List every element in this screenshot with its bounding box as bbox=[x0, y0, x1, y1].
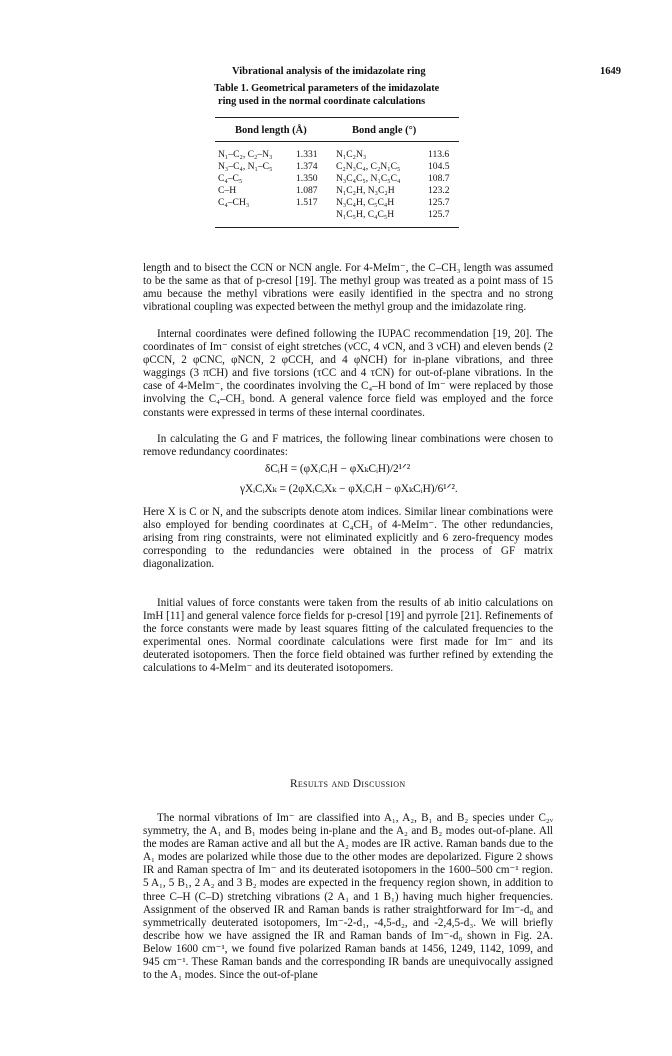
table-cell-angle: N₁C₅H, C₄C₅H bbox=[336, 209, 395, 220]
table-cell-angle: N₁C₂H, N₃C₂H bbox=[336, 185, 395, 196]
paragraph-redundancies bbox=[143, 506, 553, 571]
paragraph-force-constants bbox=[143, 597, 553, 676]
paragraph-text: Internal coordinates were defined following the IUPAC recommendation [19, 20]. The coordinates of Im⁻ consist of eight stretches (νCC, 4 νCN, and 3 νCH) and eleven bends (2 φCCN, 2 φCNC, φNCN, 2 φCCH, and 4 φNCH) for in-plane vibrations, and three waggings (3 πCH) and five torsions (τCC and 4 τCN) for out-of-plane vibrations. In the case of 4-MeIm⁻, the coordinates involving the C₄–H bond of Im⁻ were replaced by those involving the C₄–CH₃ bond. A general valence force field was employed and the force constants were expressed in terms of these internal coordinates. bbox=[143, 328, 553, 419]
column-header-bond-angle: Bond angle (°) bbox=[352, 125, 417, 136]
table-top-rule bbox=[215, 117, 459, 118]
table-cell-angle-value: 125.7 bbox=[428, 197, 450, 208]
paragraph-redundancy-intro bbox=[143, 433, 553, 459]
section-heading: Results and Discussion bbox=[290, 778, 406, 790]
table-cell-angle: C₂N₃C₄, C₂N₁C₅ bbox=[336, 161, 401, 172]
column-header-bond-length: Bond length (Å) bbox=[235, 125, 307, 136]
table-bottom-rule bbox=[215, 227, 459, 228]
paragraph-text: In calculating the G and F matrices, the following linear combinations were chosen to remove redundancy coordinates: bbox=[143, 433, 553, 459]
table-caption bbox=[214, 83, 464, 108]
table-cell-length: 1.331 bbox=[296, 149, 318, 160]
equation-gamma-xcx: γXᵢCᵢXₖ = (2φXᵢCᵢXₖ − φXᵢCᵢH − φXₖCᵢH)/6¹ᐟ². bbox=[240, 483, 458, 495]
table-cell-angle: N₁C₂N₃ bbox=[336, 149, 367, 160]
table-cell-length: 1.517 bbox=[296, 197, 318, 208]
table-cell-bond: C–H bbox=[218, 185, 237, 196]
table-cell-angle-value: 113.6 bbox=[428, 149, 450, 160]
equation-delta-ch: δCᵢH = (φXᵢCᵢH − φXₖCᵢH)/2¹ᐟ² bbox=[265, 463, 411, 475]
table-cell-bond: N₁–C₂, C₂–N₃ bbox=[218, 149, 273, 160]
table-cell-angle-value: 104.5 bbox=[428, 161, 450, 172]
table-cell-length: 1.350 bbox=[296, 173, 318, 184]
table-caption-line-2: ring used in the normal coordinate calculations bbox=[218, 95, 426, 107]
table-caption-line-1: Table 1. Geometrical parameters of the imidazolate bbox=[214, 83, 440, 94]
page-number: 1649 bbox=[600, 66, 621, 77]
paragraph-geometry bbox=[143, 262, 553, 314]
table-cell-angle-value: 108.7 bbox=[428, 173, 450, 184]
table-cell-length: 1.087 bbox=[296, 185, 318, 196]
table-header-rule bbox=[215, 141, 459, 142]
paragraph-internal-coordinates bbox=[143, 328, 553, 420]
table-cell-bond: N₃–C₄, N₁–C₅ bbox=[218, 161, 273, 172]
table-cell-angle: N₃C₄H, C₅C₄H bbox=[336, 197, 395, 208]
paragraph-results bbox=[143, 812, 553, 982]
table-cell-bond: C₄–CH₃ bbox=[218, 197, 250, 208]
paragraph-text: Here X is C or N, and the subscripts denote atom indices. Similar linear combinations were also employed for bending coordinates at C₄CH₃ of 4-MeIm⁻. The other redundancies, arising from ring constraints, were not eliminated explicitly and 6 zero-frequency modes corresponding to the redundancies were obtained in the process of GF matrix diagonalization. bbox=[143, 506, 553, 571]
paragraph-text: The normal vibrations of Im⁻ are classified into A₁, A₂, B₁ and B₂ species under C₂ᵥ symmetry, the A₁ and B₁ modes being in-plane and the A₂ and B₂ modes out-of-plane. All the modes are Raman active and all but the A₂ modes are IR active. Raman bands due to the A₁ modes are polarized while those due to the other modes are depolarized. Figure 2 shows IR and Raman spectra of Im⁻ and its deuterated isotopomers in the 1600–500 cm⁻¹ region. 5 A₁, 5 B₁, 2 A₂ and 3 B₂ modes are expected in the frequency region shown, in addition to three C–H (C–D) stretching vibrations (2 A₁ and 1 B₁) having much higher frequencies. Assignment of the observed IR and Raman bands is rather straightforward for Im⁻-d₀ and symmetrically deuterated isotopomers, Im⁻-2-d₁, -4,5-d₂, and -2,4,5-d₃. We will briefly describe how we have assigned the IR and Raman bands of Im⁻-d₀ shown in Fig. 2A. Below 1600 cm⁻¹, we found five polarized Raman bands at 1456, 1249, 1142, 1099, and 945 cm⁻¹. These Raman bands and the corresponding IR bands are unequivocally assigned to the A₁ modes. Since the out-of-plane bbox=[143, 812, 553, 982]
paragraph-text: Initial values of force constants were taken from the results of ab initio calculations on ImH [11] and general valence force fields for p-cresol [19] and pyrrole [21]. Refinements of the force constants were made by least squares fitting of the calculated frequencies to the experimental ones. Normal coordinate calculations were first made for Im⁻ and its deuterated isotopomers. Then the force field obtained was further refined by extending the calculations to 4-MeIm⁻ and its deuterated isotopomers. bbox=[143, 597, 553, 675]
table-cell-bond: C₄–C₅ bbox=[218, 173, 243, 184]
table-cell-angle-value: 125.7 bbox=[428, 209, 450, 220]
table-cell-length: 1.374 bbox=[296, 161, 318, 172]
table-cell-angle: N₃C₄C₅, N₁C₅C₄ bbox=[336, 173, 401, 184]
table-cell-angle-value: 123.2 bbox=[428, 185, 450, 196]
running-title: Vibrational analysis of the imidazolate ring bbox=[232, 66, 426, 77]
paragraph-text: length and to bisect the CCN or NCN angle. For 4-MeIm⁻, the C–CH₃ length was assumed to be the same as that of p-cresol [19]. The methyl group was treated as a point mass of 15 amu because the methyl vibrations were easily identified in the spectra and no strong vibrational coupling was expected between the methyl group and the imidazolate ring. bbox=[143, 262, 553, 314]
